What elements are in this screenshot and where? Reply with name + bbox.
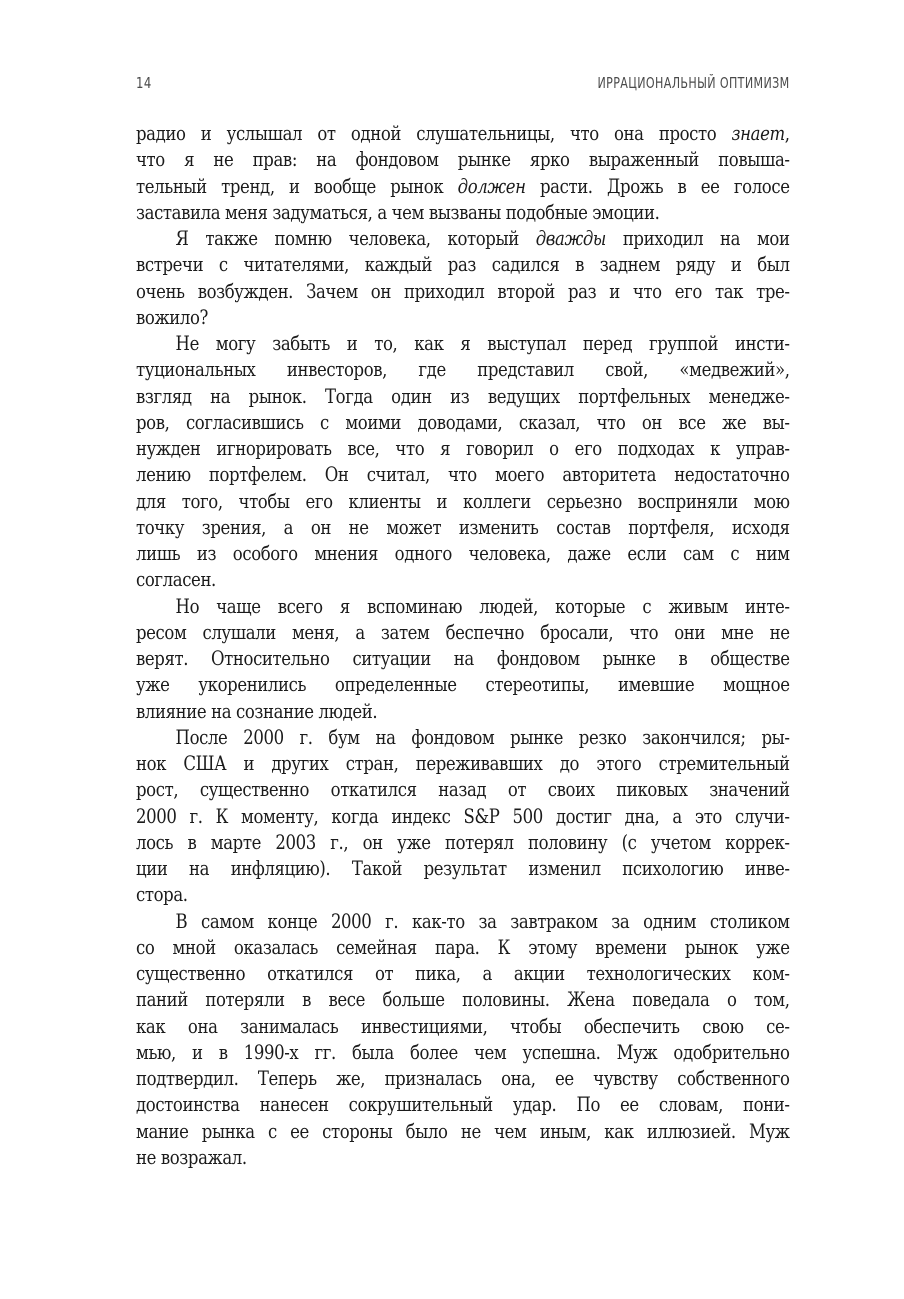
text-line: нужден игнорировать все, что я говорил о его подходах к управ- <box>136 437 790 460</box>
paragraph <box>136 594 790 725</box>
text-line: В самом конце 2000 г. как-то за завтраком за одним столиком <box>175 909 790 933</box>
text-line: лению портфелем. Он считал, что моего авторитета недостаточно <box>136 463 790 487</box>
text-line: как она занималась инвестициями, чтобы обеспечить свою се- <box>136 1014 790 1038</box>
emphasized-word: должен <box>457 174 526 198</box>
text-line: Но чаще всего я вспоминаю людей, которые с живым инте- <box>175 594 790 618</box>
text-line: что я не прав: на фондовом рынке ярко выраженный повыша- <box>136 148 790 172</box>
text-line: для того, чтобы его клиенты и коллеги серьезно восприняли мою <box>136 489 790 513</box>
text-line: встречи с читателями, каждый раз садился в заднем ряду и был <box>136 253 790 277</box>
text-line: лось в марте 2003 г., он уже потерял половину (с учетом коррек- <box>136 830 790 854</box>
text-line: Я также помню человека, который дважды приходил на мои <box>175 227 790 250</box>
text-line: точку зрения, а он не может изменить состав портфеля, исходя <box>136 515 790 539</box>
text-line: мание рынка с ее стороны было не чем иным, как иллюзией. Муж <box>136 1119 790 1143</box>
text-line: 2000 г. К моменту, когда индекс S&P 500 достиг дна, а это случи- <box>136 804 790 828</box>
body-text <box>136 121 790 1171</box>
emphasized-word: дважды <box>535 227 606 250</box>
text-line: подтвердил. Теперь же, призналась она, ее чувству собственного <box>136 1067 790 1090</box>
paragraph <box>136 909 790 1172</box>
text-line: Не могу забыть и то, как я выступал перед группой инсти- <box>175 332 790 355</box>
paragraph <box>136 725 790 909</box>
text-line: туциональных инвесторов, где представил свой, «медвежий», <box>136 358 790 382</box>
text-line: ресом слушали меня, а затем беспечно бросали, что они мне не <box>136 620 790 644</box>
text-line: рост, существенно откатился назад от своих пиковых значений <box>136 778 790 802</box>
text-line: ции на инфляцию). Такой результат изменил психологию инве- <box>136 857 790 880</box>
text-line: не возражал. <box>136 1145 247 1169</box>
text-line: радио и услышал от одной слушательницы, что она просто знает, <box>136 122 790 145</box>
text-line: очень возбужден. Зачем он приходил второй раз и что его так тре- <box>136 279 790 303</box>
text-line: верят. Относительно ситуации на фондовом рынке в обществе <box>136 647 790 670</box>
paragraph <box>136 121 790 226</box>
text-line: нок США и других стран, переживавших до этого стремительный <box>136 752 790 775</box>
text-line: достоинства нанесен сокрушительный удар. По ее словам, пони- <box>136 1093 790 1117</box>
text-line: вожило? <box>136 305 208 329</box>
text-line: заставила меня задуматься, а чем вызваны подобные эмоции. <box>136 200 660 224</box>
text-line: существенно откатился от пика, а акции технологических ком- <box>136 962 790 985</box>
emphasized-word: знает <box>731 122 785 145</box>
text-line: ров, согласившись с моими доводами, сказал, что он все же вы- <box>136 410 790 434</box>
text-line: лишь из особого мнения одного человека, даже если сам с ним <box>136 542 790 565</box>
text-line: стора. <box>136 883 188 907</box>
page-number: 14 <box>136 74 152 92</box>
text-line: взгляд на рынок. Тогда один из ведущих портфельных менедже- <box>136 384 790 408</box>
book-title: ИРРАЦИОНАЛЬНЫЙ ОПТИМИЗМ <box>597 74 790 92</box>
paragraph <box>136 331 790 594</box>
paragraph <box>136 226 790 331</box>
text-line: паний потеряли в весе больше половины. Жена поведала о том, <box>136 988 790 1012</box>
text-line: со мной оказалась семейная пара. К этому времени рынок уже <box>136 935 790 959</box>
text-line: согласен. <box>136 568 216 592</box>
text-line: тельный тренд, и вообще рынок должен расти. Дрожь в ее голосе <box>136 174 790 198</box>
text-line: уже укоренились определенные стереотипы, имевшие мощное <box>136 673 790 697</box>
text-line: влияние на сознание людей. <box>136 699 378 723</box>
text-line: После 2000 г. бум на фондовом рынке резко закончился; ры- <box>175 725 790 749</box>
text-line: мью, и в 1990-х гг. была более чем успешна. Муж одобрительно <box>136 1040 790 1064</box>
running-head <box>136 74 790 94</box>
